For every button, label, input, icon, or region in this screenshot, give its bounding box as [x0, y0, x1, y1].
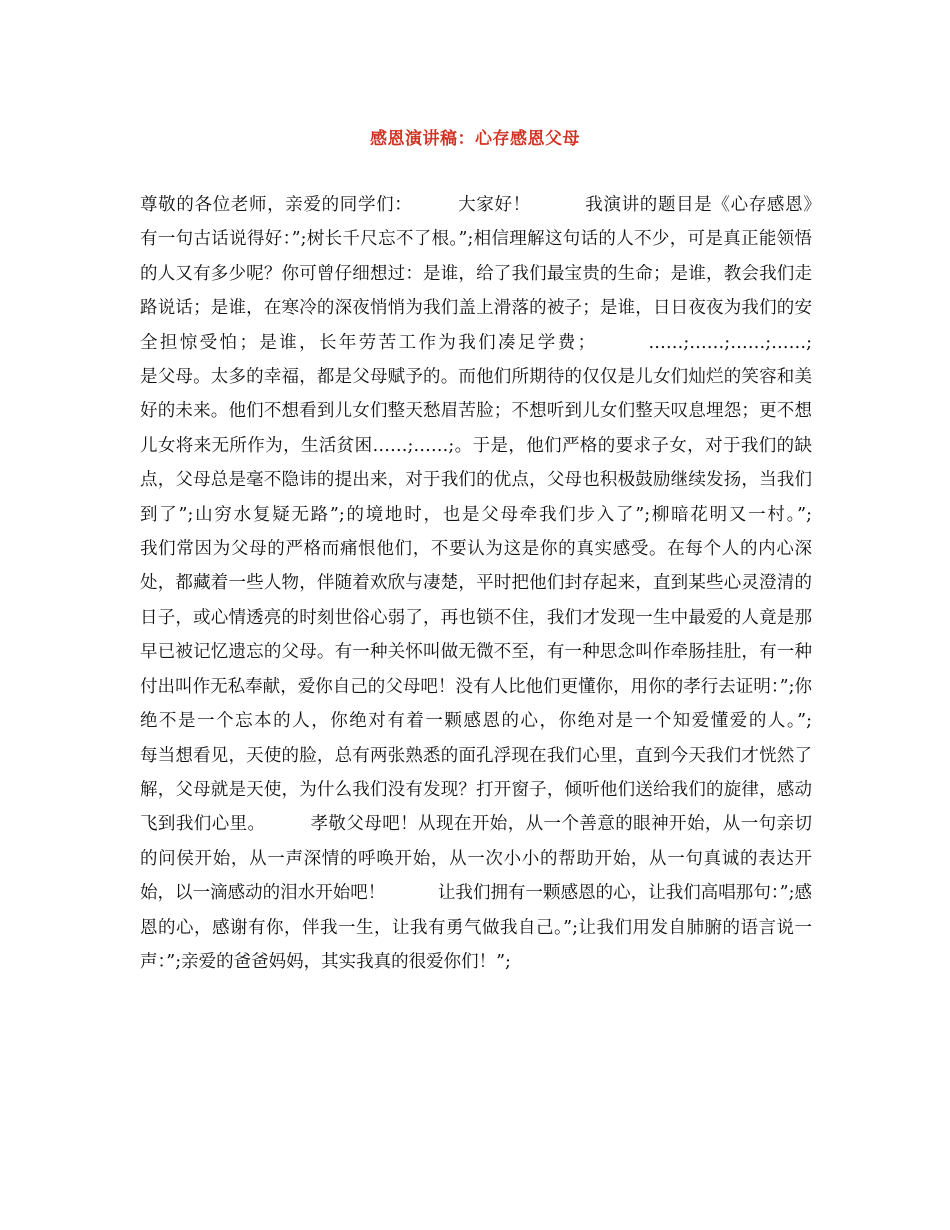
document-body: 尊敬的各位老师，亲爱的同学们： 大家好！ 我演讲的题目是《心存感恩》 有一句古话说得好：”;树长千尺忘不了根。”;相信理解这句话的人不少，可是真正能领悟的人又有多少呢？你可曾仔细想过：是谁，给了我们最宝贵的生命；是谁，教会我们走路说话；是谁，在寒冷的深夜悄悄为我们盖上滑落的被子；是谁，日日夜夜为我们的安全担惊受怕；是谁，长年劳苦工作为我们凑足学费； ……;……;……;……; 是父母。太多的幸福，都是父母赋予的。而他们所期待的仅仅是儿女们灿烂的笑容和美好的未来。他们不想看到儿女们整天愁眉苦脸；不想听到儿女们整天叹息埋怨；更不想儿女将来无所作为，生活贫困……;……;。于是，他们严格的要求子女，对于我们的缺点，父母总是毫不隐讳的提出来，对于我们的优点，父母也积极鼓励继续发扬，当我们到了”;山穷水复疑无路”;的境地时，也是父母牵我们步入了”;柳暗花明又一村。”; 我们常因为父母的严格而痛恨他们，不要认为这是你的真实感受。在每个人的内心深处，都藏着一些人物，伴随着欢欣与凄楚，平时把他们封存起来，直到某些心灵澄清的日子，或心情透亮的时刻世俗心弱了，再也锁不住，我们才发现一生中最爱的人竟是那早已被记忆遗忘的父母。有一种关怀叫做无微不至，有一种思念叫作牵肠挂肚，有一种付出叫作无私奉献，爱你自己的父母吧！没有人比他们更懂你，用你的孝行去证明：”;你绝不是一个忘本的人，你绝对有着一颗感恩的心，你绝对是一个知爱懂爱的人。”; 每当想看见，天使的脸，总有两张熟悉的面孔浮现在我们心里，直到今天我们才恍然了解，父母就是天使，为什么我们没有发现？打开窗子，倾听他们送给我们的旋律，感动飞到我们心里。 孝敬父母吧！从现在开始，从一个善意的眼神开始，从一句亲切的问侯开始，从一声深情的呼唤开始，从一次小小的帮助开始，从一句真诚的表达开始，以一滴感动的泪水开始吧！ 让我们拥有一颗感恩的心，让我们高唱那句：”;感恩的心，感谢有你，伴我一生，让我有勇气做我自己。”;让我们用发自肺腑的语言说一声：”;亲爱的爸爸妈妈，其实我真的很爱你们！”; [140, 195, 865, 972]
document-title: 感恩演讲稿：心存感恩父母 [370, 129, 580, 149]
